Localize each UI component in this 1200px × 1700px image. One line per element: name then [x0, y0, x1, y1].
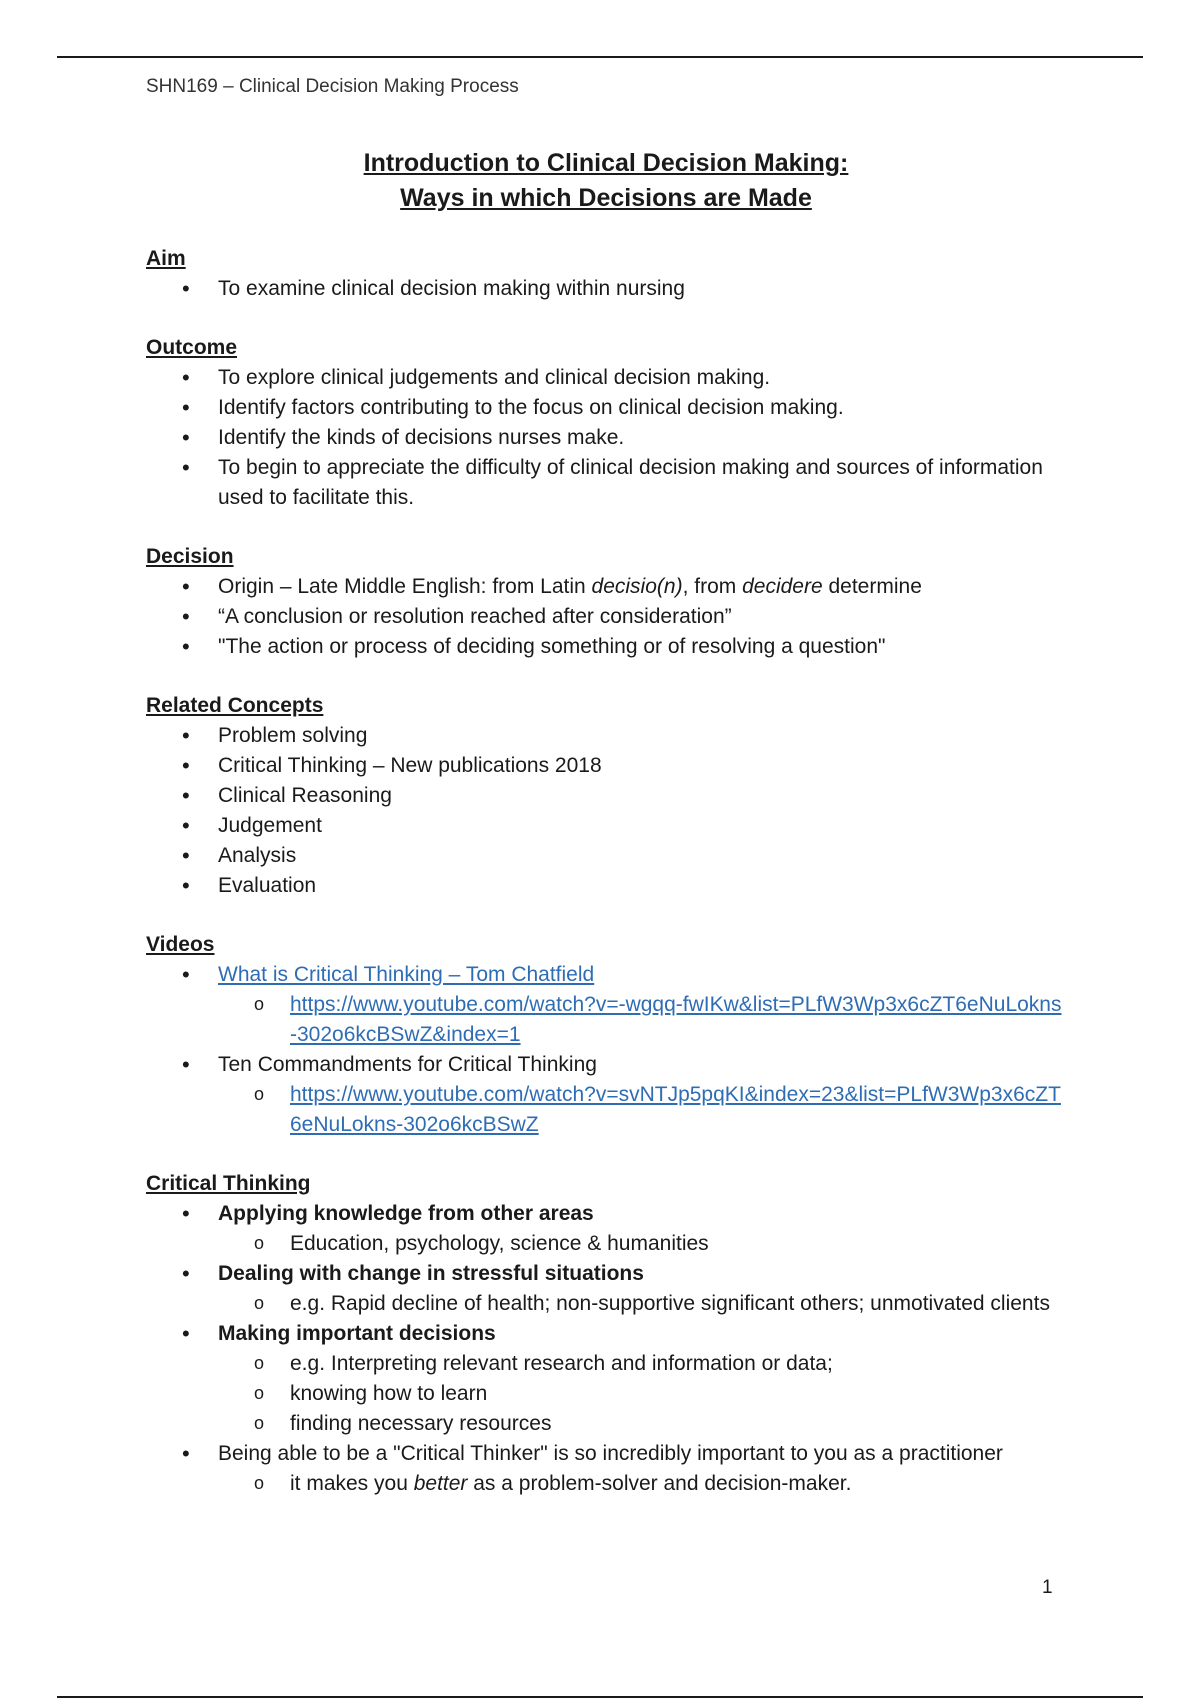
- origin-item: [146, 572, 1066, 602]
- list-item: • To begin to appreciate the difficulty of clinical decision making and sources of information used to facilitate this.: [146, 453, 1066, 513]
- decision-heading: Decision: [146, 545, 234, 568]
- origin-term-decidere: decidere: [742, 575, 823, 598]
- document-body: [146, 146, 1066, 1528]
- videos-heading: Videos: [146, 933, 215, 956]
- sub-list-item: o finding necessary resources: [218, 1409, 1066, 1439]
- sub-item-suffix: as a problem-solver and decision-maker.: [467, 1472, 852, 1495]
- list-item: • Critical Thinking – New publications 2018: [146, 751, 1066, 781]
- list-item: • Analysis: [146, 841, 1066, 871]
- origin-suffix: determine: [822, 575, 922, 598]
- list-item: • To examine clinical decision making within nursing: [146, 274, 1066, 304]
- list-item: • Problem solving: [146, 721, 1066, 751]
- sub-item-prefix: it makes you: [290, 1472, 414, 1495]
- origin-prefix: Origin – Late Middle English: from Latin: [218, 575, 592, 598]
- list-item: [146, 1439, 1066, 1499]
- top-rule: [57, 56, 1143, 58]
- page-number: 1: [1042, 1577, 1053, 1598]
- list-item: [146, 1199, 1066, 1259]
- sub-list-item: o knowing how to learn: [218, 1379, 1066, 1409]
- list-item-label: Being able to be a "Critical Thinker" is so incredibly important to you as a practitioner: [218, 1442, 1003, 1465]
- video-url-item: [218, 990, 1066, 1050]
- outcome-heading: Outcome: [146, 336, 238, 359]
- critical-thinking-heading: Critical Thinking: [146, 1172, 311, 1195]
- list-item: [146, 1259, 1066, 1319]
- list-item: • Identify the kinds of decisions nurses make.: [146, 423, 1066, 453]
- related-concepts-heading: Related Concepts: [146, 694, 324, 717]
- video-item: [146, 960, 1066, 1050]
- related-concepts-section: [146, 691, 1066, 901]
- sub-list-item: o Education, psychology, science & humanities: [218, 1229, 1066, 1259]
- title-line-1: Introduction to Clinical Decision Making:: [363, 149, 849, 177]
- sub-list-item: o e.g. Rapid decline of health; non-supportive significant others; unmotivated clients: [218, 1289, 1066, 1319]
- videos-section: [146, 930, 1066, 1140]
- aim-heading: Aim: [146, 247, 186, 270]
- critical-thinking-section: [146, 1169, 1066, 1499]
- sub-list-item: o e.g. Interpreting relevant research and information or data;: [218, 1349, 1066, 1379]
- aim-section: [146, 244, 1066, 304]
- list-item: • “A conclusion or resolution reached after consideration”: [146, 602, 1066, 632]
- list-item-label: Dealing with change in stressful situations: [218, 1262, 644, 1285]
- list-item: • To explore clinical judgements and clinical decision making.: [146, 363, 1066, 393]
- title-line-2: Ways in which Decisions are Made: [400, 184, 812, 212]
- video-item: [146, 1050, 1066, 1140]
- origin-middle: , from: [682, 575, 743, 598]
- video-title-link[interactable]: What is Critical Thinking – Tom Chatfield: [218, 963, 595, 986]
- document-header: SHN169 – Clinical Decision Making Process: [146, 76, 519, 97]
- video-url-link[interactable]: https://www.youtube.com/watch?v=-wgqq-fwIKw&list=PLfW3Wp3x6cZT6eNuLokns-302o6kcBSwZ&index=1: [290, 993, 1062, 1046]
- sub-item-emphasis: better: [413, 1472, 468, 1495]
- sub-list-item: [218, 1469, 1066, 1499]
- list-item: • Identify factors contributing to the focus on clinical decision making.: [146, 393, 1066, 423]
- list-item: • Clinical Reasoning: [146, 781, 1066, 811]
- video-url-item: [218, 1080, 1066, 1140]
- decision-section: [146, 542, 1066, 662]
- list-item: • Evaluation: [146, 871, 1066, 901]
- document-title: [146, 146, 1066, 216]
- list-item-label: Making important decisions: [218, 1322, 496, 1345]
- video-title: Ten Commandments for Critical Thinking: [218, 1053, 597, 1076]
- video-url-link[interactable]: https://www.youtube.com/watch?v=svNTJp5pqKI&index=23&list=PLfW3Wp3x6cZT6eNuLokns-302o6kcBSwZ: [290, 1083, 1061, 1136]
- list-item: • Judgement: [146, 811, 1066, 841]
- bottom-rule: [57, 1696, 1143, 1698]
- origin-term-decisio: decisio(n): [591, 575, 683, 598]
- list-item: [146, 1319, 1066, 1439]
- list-item-label: Applying knowledge from other areas: [218, 1202, 594, 1225]
- outcome-section: [146, 333, 1066, 513]
- list-item: • "The action or process of deciding something or of resolving a question": [146, 632, 1066, 662]
